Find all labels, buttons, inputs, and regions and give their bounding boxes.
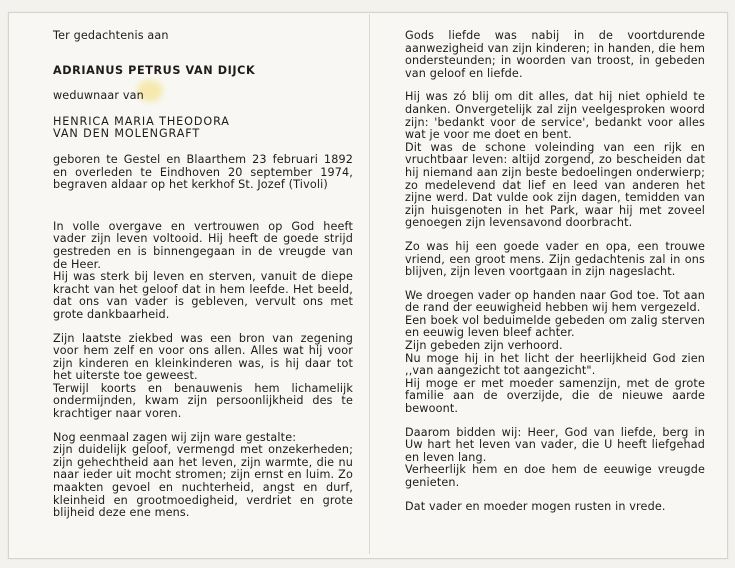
right-paragraph-8: Nu moge hij in het licht der heerlijkheid God zien ,,van aangezicht tot aangezicht".	[405, 351, 705, 378]
left-paragraph-6: zijn duidelijk geloof, vermengd met onzekerheden; zijn gehechtheid aan het leven, zijn warmte, die nu naar ieder uit mocht stromen; zijn ernst en luim. Zo maakten gevoel en nuchterheid, angst en durf, kleinheid en grootmoedigheid, verdriet en grote blijheid deze ene mens.	[53, 443, 353, 520]
right-paragraph-1: Gods liefde was nabij in de voortdurende aanwezigheid van zijn kinderen; in handen, die hem ondersteunden; in woorden van troost, in gebeden van geloof en liefde.	[405, 29, 705, 80]
right-paragraph-6: Een boek vol beduimelde gebeden om zalig sterven en eeuwig leven bleef achter.	[405, 313, 705, 340]
left-page	[53, 30, 353, 520]
prayer-line-2: Verheerlijk hem en doe hem de eeuwige vreugde genieten.	[405, 463, 705, 489]
right-paragraph-4: Zo was hij een goede vader en opa, een trouwe vriend, een groot mens. Zijn gedachtenis zal in ons blijven, zijn leven voortgaan in zijn nageslacht.	[405, 239, 705, 279]
right-paragraph-9: Hij moge er met moeder samenzijn, met de grote familie aan de overzijde, die de nieuwe aarde bewoont.	[405, 376, 705, 416]
biography: geboren te Gestel en Blaarthem 23 februari 1892 en overleden te Eindhoven 20 september 1974, begraven aldaar op het kerkhof St. Jozef (Tivoli)	[53, 152, 353, 192]
left-paragraph-3: Zijn laatste ziekbed was een bron van zegening voor hem zelf en voor ons allen. Alles wat hij voor zijn kinderen en kleinkinderen was, is hij daar tot het uiterste toe geweest.	[53, 331, 353, 383]
right-paragraph-2: Hij was zó blij om dit alles, dat hij niet ophield te danken. Onvergetelijk zal zijn veelgesproken woord zijn: 'bedankt voor de service', bedankt voor alles wat je voor me doet en bent.	[405, 90, 705, 142]
right-paragraph-5: We droegen vader op handen naar God toe. Tot aan de rand der eeuwigheid hebben wij hem vergezeld.	[405, 288, 705, 315]
right-paragraph-7: Zijn gebeden zijn verhoord.	[405, 339, 563, 353]
left-paragraph-1: In volle overgave en vertrouwen op God heeft vader zijn leven voltooid. Hij heeft de goede strijd gestreden en is binnengegaan in de vreugde van de Heer.	[53, 219, 353, 271]
spouse-name-line1: HENRICA MARIA THEODORA	[53, 114, 230, 128]
right-paragraph-3: Dit was de schone voleinding van een rijk en vruchtbaar leven: altijd zorgend, zo bescheiden dat hij niemand aan zijn beste bedoelingen onderwierp; zo medelevend dat lief en leed van anderen het zijne werd. Dat vulde ook zijn dagen, temidden van zijn huisgenoten in het Park, waar hij met zoveel genoegen zijn levensavond doorbracht.	[405, 140, 705, 230]
closing-line: Dat vader en moeder mogen rusten in vrede.	[405, 499, 666, 513]
right-page	[405, 30, 705, 513]
left-paragraph-2: Hij was sterk bij leven en sterven, vanuit de diepe kracht van het geloof dat in hem leefde. Het beeld, dat ons van vader is gebleven, vervult ons met grote dankbaarheid.	[53, 270, 353, 321]
deceased-name: ADRIANUS PETRUS VAN DIJCK	[53, 63, 256, 77]
left-paragraph-4: Terwijl koorts en benauwenis hem lichamelijk ondermijnden, kwam zijn persoonlijkheid des te krachtiger naar voren.	[53, 381, 353, 421]
prayer-line-1: Daarom bidden wij: Heer, God van liefde, berg in Uw hart het leven van vader, die U heeft liefgehad en leven lang.	[405, 425, 705, 464]
spouse-name-line2: VAN DEN MOLENGRAFT	[53, 127, 201, 141]
left-paragraph-5: Nog eenmaal zagen wij zijn ware gestalte:	[53, 430, 297, 444]
card-fold-line	[369, 14, 370, 554]
relation-text: weduwnaar van	[53, 89, 144, 103]
intro-text: Ter gedachtenis aan	[53, 29, 169, 42]
